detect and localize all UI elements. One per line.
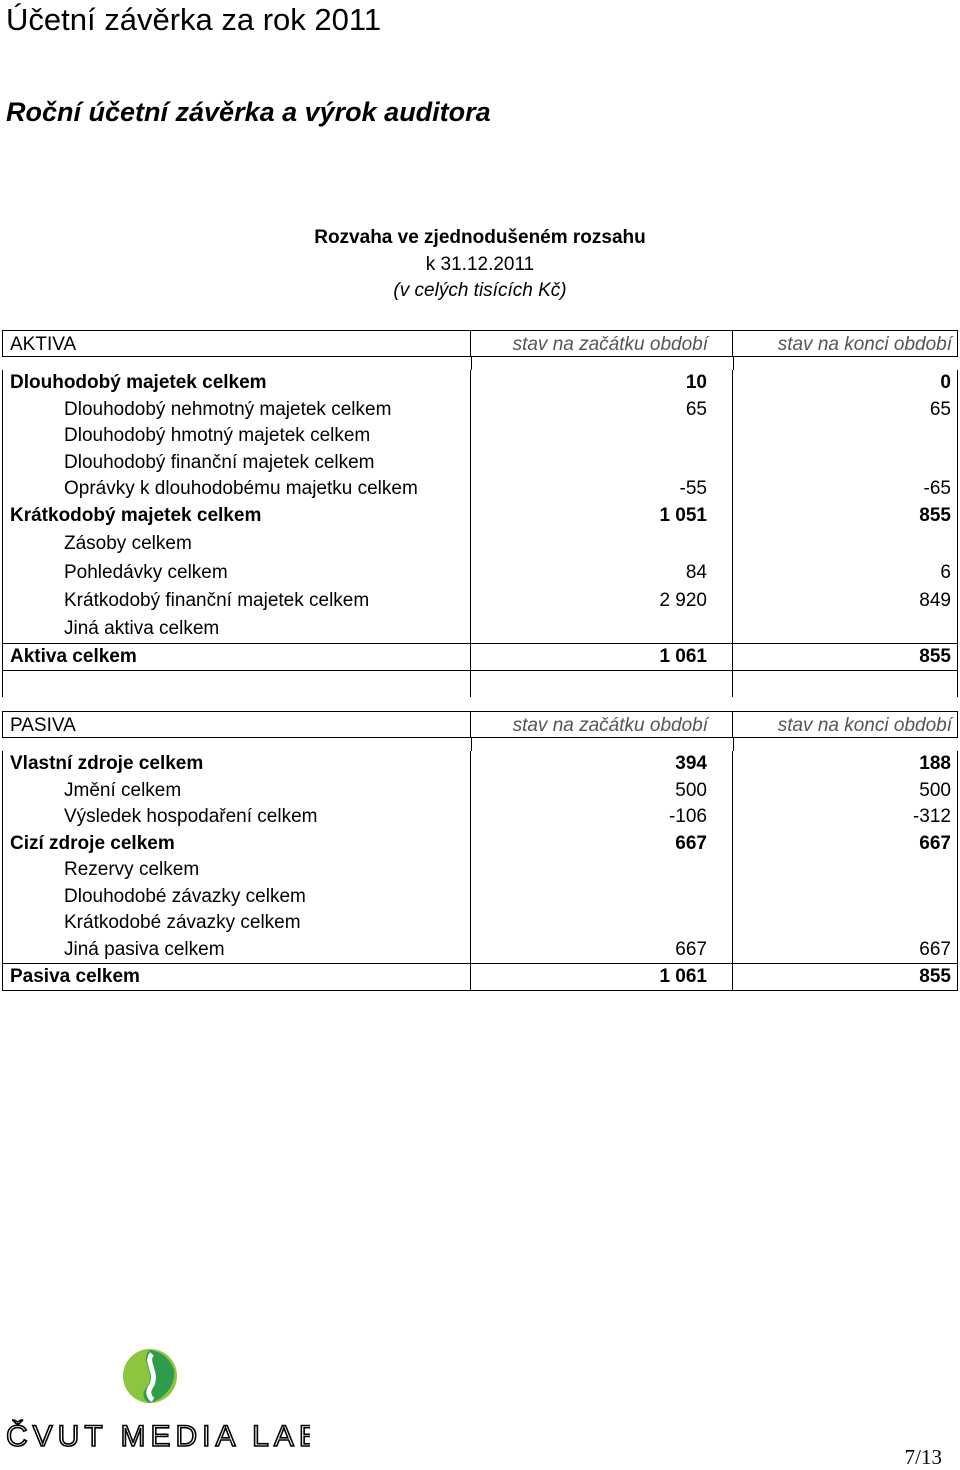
document-subtitle: Roční účetní závěrka a výrok auditora — [6, 97, 491, 127]
pasiva-table-row — [3, 910, 957, 937]
aktiva-cell-start — [471, 529, 733, 558]
aktiva-cell-label: Pohledávky celkem — [3, 558, 471, 587]
aktiva-cell-label: Krátkodobý finanční majetek celkem — [3, 587, 471, 615]
pasiva-header-col-start: stav na začátku období — [471, 712, 733, 737]
pasiva-table-row — [3, 804, 957, 831]
pasiva-header — [2, 711, 958, 738]
pasiva-total-row — [3, 963, 957, 991]
aktiva-total-end: 855 — [919, 646, 951, 667]
pasiva-cell-label: Jiná pasiva celkem — [3, 937, 471, 964]
pasiva-section — [2, 711, 958, 991]
pasiva-header-col-end: stav na konci období — [777, 715, 952, 736]
pasiva-cell-end: 667 — [919, 832, 951, 854]
aktiva-total-row — [3, 643, 957, 671]
aktiva-cell-label: Krátkodobý majetek celkem — [3, 503, 471, 530]
aktiva-cell-end — [733, 450, 957, 477]
pasiva-table-row — [3, 857, 957, 884]
aktiva-cell-label: Dlouhodobý hmotný majetek celkem — [3, 423, 471, 450]
aktiva-table-row — [3, 615, 957, 644]
logo-mark-icon — [0, 1348, 310, 1453]
pasiva-table-row — [3, 937, 957, 964]
aktiva-total-label: Aktiva celkem — [3, 644, 471, 670]
aktiva-cell-end: 855 — [919, 504, 951, 526]
balance-date: k 31.12.2011 — [425, 254, 535, 275]
aktiva-table-row — [3, 529, 957, 558]
aktiva-total-start: 1 061 — [471, 644, 733, 670]
cvut-media-lab-logo — [0, 1348, 310, 1453]
aktiva-header — [2, 330, 958, 357]
table-spacer — [2, 671, 958, 697]
aktiva-table-row — [3, 423, 957, 450]
pasiva-cell-label: Rezervy celkem — [3, 857, 471, 884]
aktiva-cell-label: Dlouhodobý nehmotný majetek celkem — [3, 397, 471, 424]
pasiva-total-start: 1 061 — [471, 964, 733, 990]
pasiva-cell-end — [733, 910, 957, 937]
document-title: Účetní závěrka za rok 2011 — [6, 2, 382, 37]
aktiva-table-row — [3, 450, 957, 477]
aktiva-cell-start — [471, 615, 733, 644]
pasiva-total-label: Pasiva celkem — [3, 964, 471, 990]
pasiva-cell-label: Výsledek hospodaření celkem — [3, 804, 471, 831]
aktiva-separator — [2, 357, 958, 370]
aktiva-cell-start — [471, 450, 733, 477]
aktiva-cell-end: 849 — [919, 590, 951, 611]
aktiva-table-row — [3, 397, 957, 424]
pasiva-cell-start — [471, 857, 733, 884]
aktiva-table-row — [3, 587, 957, 615]
aktiva-cell-start: -55 — [471, 476, 733, 503]
pasiva-cell-label: Cizí zdroje celkem — [3, 831, 471, 858]
pasiva-cell-start: 667 — [471, 937, 733, 964]
pasiva-cell-end: 667 — [919, 938, 951, 960]
pasiva-total-end: 855 — [919, 966, 951, 987]
aktiva-cell-end: 6 — [940, 562, 951, 583]
pasiva-rows — [2, 751, 958, 991]
pasiva-table-row — [3, 778, 957, 805]
pasiva-cell-end: 500 — [919, 779, 951, 801]
pasiva-cell-start: 500 — [471, 778, 733, 805]
pasiva-table-row — [3, 751, 957, 778]
aktiva-cell-end — [733, 615, 957, 644]
pasiva-cell-label: Vlastní zdroje celkem — [3, 751, 471, 778]
pasiva-cell-label: Krátkodobé závazky celkem — [3, 910, 471, 937]
pasiva-separator — [2, 738, 958, 751]
pasiva-cell-end — [733, 857, 957, 884]
logo-text: ČVUT MEDIA LAB — [6, 1420, 310, 1453]
aktiva-cell-start: 1 051 — [471, 503, 733, 530]
aktiva-header-col-start: stav na začátku období — [471, 331, 733, 356]
aktiva-cell-label: Zásoby celkem — [3, 529, 471, 558]
pasiva-cell-label: Dlouhodobé závazky celkem — [3, 884, 471, 911]
aktiva-cell-end — [733, 423, 957, 450]
pasiva-cell-start — [471, 884, 733, 911]
aktiva-cell-label: Oprávky k dlouhodobému majetku celkem — [3, 476, 471, 503]
pasiva-header-label: PASIVA — [3, 712, 471, 737]
aktiva-cell-label: Dlouhodobý finanční majetek celkem — [3, 450, 471, 477]
pasiva-table-row — [3, 831, 957, 858]
aktiva-table-row — [3, 503, 957, 530]
aktiva-cell-label: Dlouhodobý majetek celkem — [3, 370, 471, 397]
aktiva-table-row — [3, 370, 957, 397]
pasiva-cell-start: 667 — [471, 831, 733, 858]
balance-unit: (v celých tisících Kč) — [393, 280, 567, 301]
aktiva-cell-end: 0 — [940, 372, 951, 393]
pasiva-cell-end: -312 — [912, 806, 951, 827]
aktiva-cell-label: Jiná aktiva celkem — [3, 615, 471, 644]
pasiva-cell-start — [471, 910, 733, 937]
aktiva-table-row — [3, 558, 957, 587]
aktiva-cell-end: -65 — [923, 478, 951, 499]
aktiva-cell-start: 84 — [471, 558, 733, 587]
aktiva-cell-start: 65 — [471, 397, 733, 424]
pasiva-cell-start: -106 — [471, 804, 733, 831]
aktiva-cell-end: 65 — [929, 398, 951, 420]
aktiva-rows — [2, 370, 958, 671]
aktiva-section — [2, 330, 958, 697]
page-number: 7/13 — [904, 1445, 942, 1469]
aktiva-header-col-end: stav na konci období — [777, 334, 952, 355]
aktiva-header-label: AKTIVA — [3, 331, 471, 356]
pasiva-table-row — [3, 884, 957, 911]
aktiva-cell-start: 2 920 — [471, 587, 733, 615]
pasiva-cell-end: 188 — [919, 753, 951, 774]
aktiva-cell-end — [733, 529, 957, 558]
aktiva-cell-start: 10 — [471, 370, 733, 397]
pasiva-cell-end — [733, 884, 957, 911]
pasiva-cell-label: Jmění celkem — [3, 778, 471, 805]
aktiva-cell-start — [471, 423, 733, 450]
balance-heading: Rozvaha ve zjednodušeném rozsahu — [314, 227, 646, 248]
pasiva-cell-start: 394 — [471, 751, 733, 778]
aktiva-table-row — [3, 476, 957, 503]
